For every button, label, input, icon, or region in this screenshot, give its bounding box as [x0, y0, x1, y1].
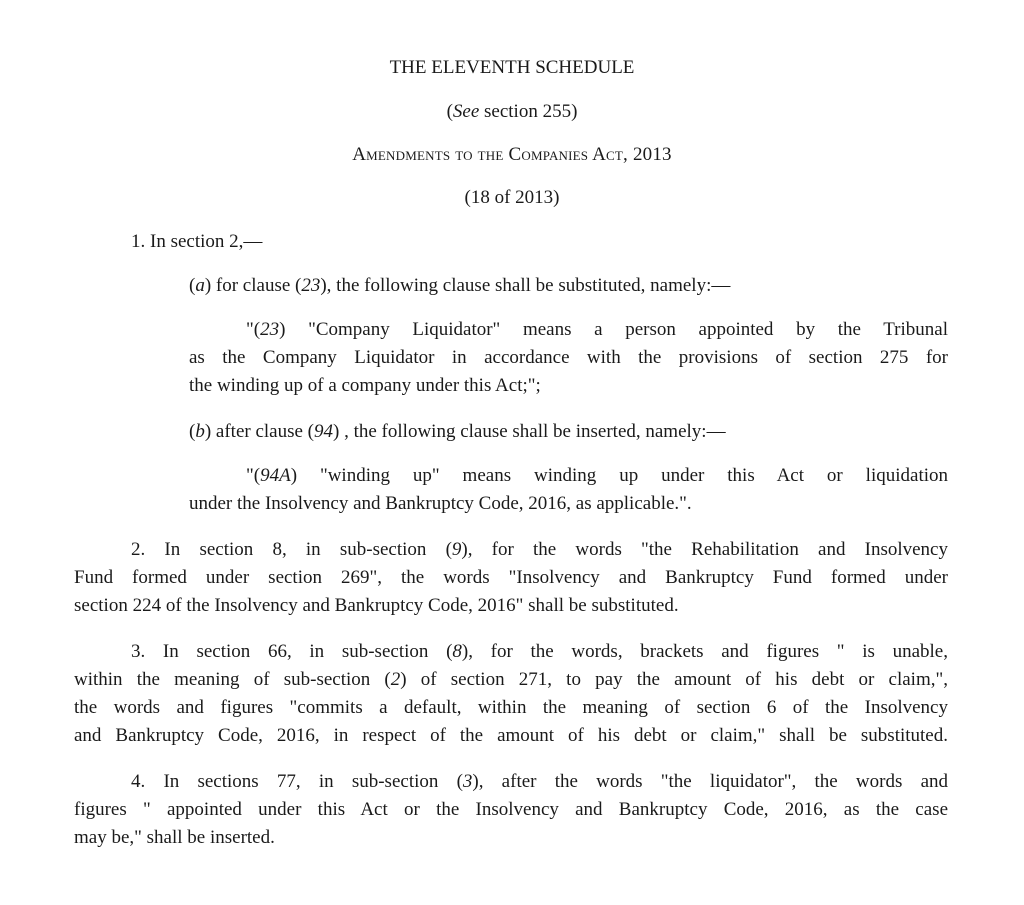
item-3-line-3 [74, 696, 948, 720]
item-1b-def-num: 94A [260, 465, 291, 486]
item-4-line-2 [74, 798, 948, 822]
item-1b-def-line-2 [189, 492, 692, 516]
item-1a-post: ), the following clause shall be substituted, namely:— [320, 275, 731, 296]
item-3-line-2 [74, 668, 948, 692]
item-1a-label: a [195, 275, 205, 296]
item-4-sub: 3 [462, 771, 473, 792]
item-1a-def-post: ) "Company Liquidator" means a person appointed by the Tribunal [279, 319, 948, 340]
item-4-l2: figures " appointed under this Act or the Insolvency and Bankruptcy Code, 2016, as the case [74, 799, 948, 820]
item-3-l2-pre: within the meaning of sub-section ( [74, 669, 391, 690]
item-3-post: ), for the words, brackets and figures " is unable, [461, 641, 948, 662]
item-3-l2-sub: 2 [390, 669, 401, 690]
item-1b-def-line-1 [246, 464, 948, 488]
item-1a-def-pre: "( [246, 319, 261, 340]
item-3-line-4 [74, 724, 948, 748]
item-3-l4: and Bankruptcy Code, 2016, in respect of the amount of his debt or claim," shall be substituted. [74, 725, 948, 746]
item-1a-def-num: 23 [260, 319, 280, 340]
amendments-subtitle [0, 143, 1024, 167]
item-4-pre: 4. In sections 77, in sub-section ( [131, 771, 463, 792]
schedule-title-text: THE ELEVENTH SCHEDULE [389, 57, 635, 78]
item-1b-mid: ) after clause ( [204, 421, 315, 442]
item-2-post: ), for the words "the Rehabilitation and Insolvency [461, 539, 948, 560]
item-3-sub: 8 [452, 641, 462, 662]
item-1b-label: b [195, 421, 205, 442]
item-4-line-1 [131, 770, 948, 794]
item-2-line-2 [74, 566, 948, 590]
item-4-line-3 [74, 826, 275, 850]
item-2-l2: Fund formed under section 269", the words "Insolvency and Bankruptcy Fund formed under [74, 567, 948, 588]
item-1-intro [131, 230, 262, 254]
item-1a-def-l3: the winding up of a company under this Act;"; [189, 375, 541, 396]
item-1b-pre: ( [189, 421, 196, 442]
amendments-subtitle-text: Amendments to the Companies Act, 2013 [352, 144, 672, 165]
item-4-post: ), after the words "the liquidator", the words and [472, 771, 948, 792]
see-word: See [452, 101, 480, 122]
see-open-paren: ( [446, 101, 453, 122]
item-2-pre: 2. In section 8, in sub-section ( [131, 539, 452, 560]
item-1b-clause: 94 [314, 421, 334, 442]
item-2-sub: 9 [451, 539, 462, 560]
see-rest: section 255) [479, 101, 578, 122]
item-2-line-1 [131, 538, 948, 562]
item-1a-def-line-2 [189, 346, 948, 370]
act-number-text: (18 of 2013) [464, 187, 560, 208]
schedule-title [0, 56, 1024, 80]
item-1a-def-line-3 [189, 374, 541, 398]
item-3-l2-post: ) of section 271, to pay the amount of his debt or claim,", [400, 669, 948, 690]
act-number [0, 186, 1024, 210]
item-3-l3: the words and figures "commits a default, within the meaning of section 6 of the Insolvency [74, 697, 948, 718]
see-section-reference [0, 100, 1024, 124]
item-3-line-1 [131, 640, 948, 664]
item-4-l3: may be," shall be inserted. [74, 827, 275, 848]
item-1b-line [189, 420, 726, 444]
item-1a-def-line-1 [246, 318, 948, 342]
item-1a-mid: ) for clause ( [204, 275, 302, 296]
item-1a-pre: ( [189, 275, 196, 296]
item-1-intro-text: 1. In section 2,— [131, 231, 263, 252]
item-1a-clause: 23 [301, 275, 321, 296]
item-1b-def-post: ) "winding up" means winding up under this Act or liquidation [290, 465, 948, 486]
item-2-l3: section 224 of the Insolvency and Bankruptcy Code, 2016" shall be substituted. [74, 595, 679, 616]
item-1a-def-l2: as the Company Liquidator in accordance with the provisions of section 275 for [189, 347, 948, 368]
item-3-pre: 3. In section 66, in sub-section ( [131, 641, 453, 662]
item-2-line-3 [74, 594, 679, 618]
item-1b-def-pre: "( [246, 465, 261, 486]
item-1b-post: ) , the following clause shall be inserted, namely:— [333, 421, 726, 442]
item-1a-line [189, 274, 730, 298]
item-1b-def-l2: under the Insolvency and Bankruptcy Code, 2016, as applicable.". [189, 493, 692, 514]
